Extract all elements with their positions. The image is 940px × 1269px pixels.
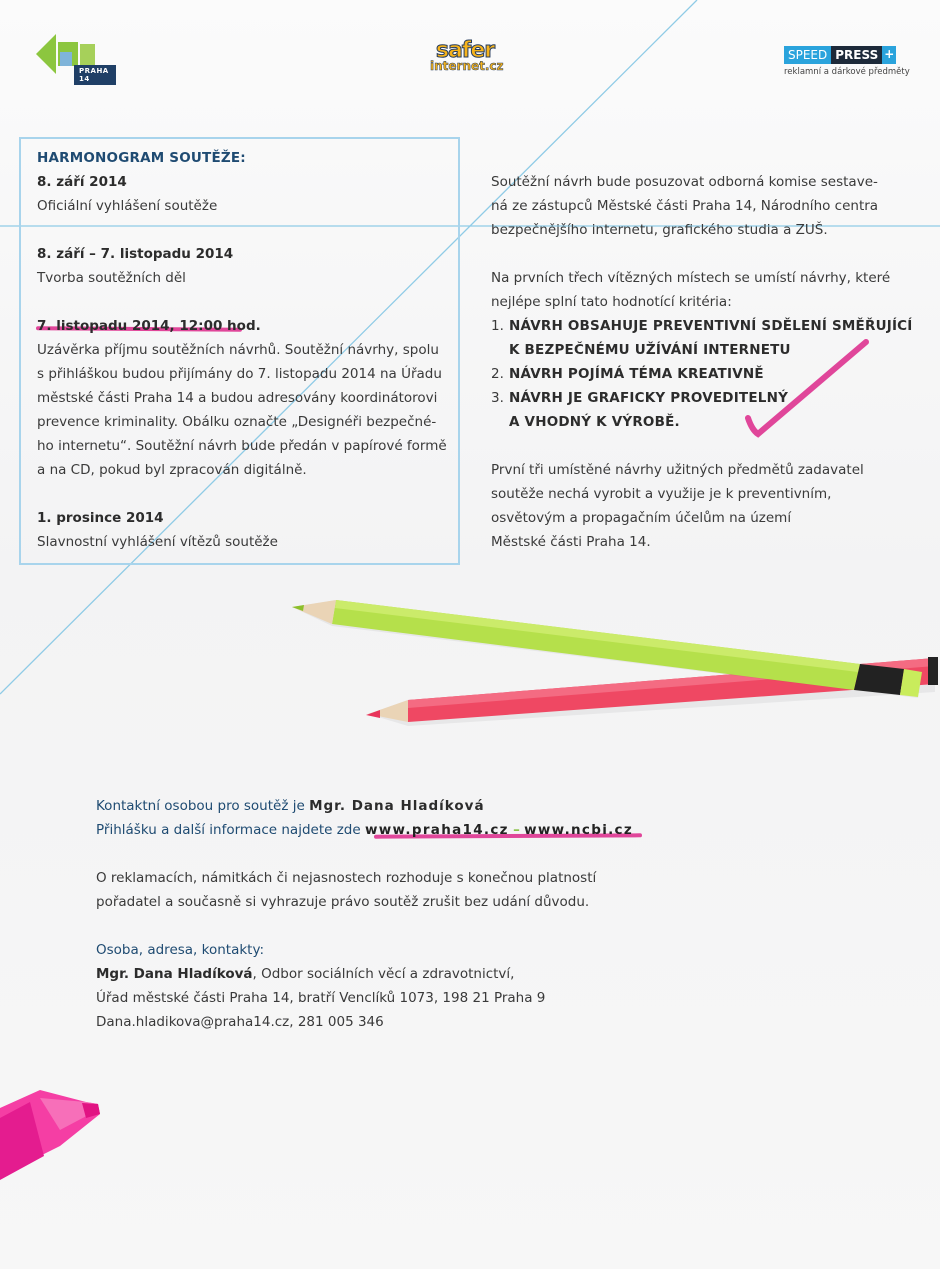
plus-icon: +	[882, 46, 896, 64]
press-text: PRESS	[831, 46, 882, 64]
jury-paragraph-line: Soutěžní návrh bude posuzovat odborná komise sestave-	[491, 174, 878, 190]
usage-paragraph-line: První tři umístěné návrhy užitných předmětů zadavatel	[491, 462, 864, 478]
safer-text: safer	[435, 38, 495, 63]
criterion-number: 3.	[491, 390, 504, 406]
internet-cz-text: internet.cz	[430, 59, 504, 73]
address-line-1	[96, 962, 514, 986]
criterion-2-line: NÁVRH POJÍMÁ TÉMA KREATIVNĚ	[509, 366, 764, 382]
link-separator: –	[513, 822, 520, 838]
schedule-heading: HARMONOGRAM SOUTĚŽE:	[37, 150, 246, 166]
criterion-1-line: K BEZPEČNÉMU UŽÍVÁNÍ INTERNETU	[509, 342, 791, 358]
schedule-text-3-line: s přihláškou budou přijímány do 7. listopadu 2014 na Úřadu	[37, 366, 442, 382]
jury-paragraph-line: ná ze zástupců Městské části Praha 14, Národního centra	[491, 198, 879, 214]
criterion-1-line: NÁVRH OBSAHUJE PREVENTIVNÍ SDĚLENÍ SMĚŘUJÍCÍ	[509, 318, 913, 334]
contact-person-name: Mgr. Dana Hladíková	[309, 798, 485, 814]
schedule-text-3-line: Uzávěrka příjmu soutěžních návrhů. Soutěžní návrhy, spolu	[37, 342, 439, 358]
ncbi-link[interactable]: www.ncbi.cz	[524, 822, 634, 838]
schedule-text-3-line: ho internetu“. Soutěžní návrh bude předán v papírové formě	[37, 438, 447, 454]
criterion-number: 2.	[491, 366, 504, 382]
address-line-2: Úřad městské části Praha 14, bratří Venclíků 1073, 198 21 Praha 9	[96, 990, 546, 1006]
address-heading: Osoba, adresa, kontakty:	[96, 942, 265, 958]
usage-paragraph-line: Městské části Praha 14.	[491, 534, 651, 550]
address-name: Mgr. Dana Hladíková	[96, 966, 253, 982]
speed-text: SPEED	[784, 46, 831, 64]
green-pencil-icon	[292, 600, 922, 698]
disclaimer-line: pořadatel a současně si vyhrazuje právo soutěž zrušit bez udání důvodu.	[96, 894, 590, 910]
schedule-date-2: 8. září – 7. listopadu 2014	[37, 246, 234, 262]
criteria-intro-line: Na prvních třech vítězných místech se umístí návrhy, které	[491, 270, 891, 286]
schedule-date-1: 8. září 2014	[37, 174, 127, 190]
criterion-3-line: A VHODNÝ K VÝROBĚ.	[509, 414, 680, 430]
schedule-text-1: Oficiální vyhlášení soutěže	[37, 198, 218, 214]
schedule-text-4: Slavnostní vyhlášení vítězů soutěže	[37, 534, 278, 550]
info-links-prefix: Přihlášku a další informace najdete zde	[96, 822, 361, 838]
speedpress-logo	[784, 46, 910, 77]
criterion-3-line: NÁVRH JE GRAFICKY PROVEDITELNÝ	[509, 390, 789, 406]
safer-internet-logo	[430, 38, 504, 80]
pink-marker-icon	[0, 1090, 100, 1180]
criterion-number: 1.	[491, 318, 504, 334]
info-links-line	[96, 818, 633, 842]
usage-paragraph-line: soutěže nechá vyrobit a využije je k preventivním,	[491, 486, 832, 502]
praha14-logo	[36, 34, 116, 83]
schedule-text-3-line: a na CD, pokud byl zpracován digitálně.	[37, 462, 307, 478]
schedule-text-2: Tvorba soutěžních děl	[37, 270, 186, 286]
disclaimer-line: O reklamacích, námitkách či nejasnostech rozhoduje s konečnou platností	[96, 870, 597, 886]
praha14-label: PRAHA 14	[74, 65, 116, 85]
jury-paragraph-line: bezpečnějšího internetu, grafického studia a ZUŠ.	[491, 222, 828, 238]
address-department: , Odbor sociálních věcí a zdravotnictví,	[252, 966, 515, 982]
contact-person-line	[96, 794, 485, 818]
usage-paragraph-line: osvětovým a propagačním účelům na území	[491, 510, 792, 526]
criteria-intro-line: nejlépe splní tato hodnotící kritéria:	[491, 294, 732, 310]
schedule-text-3-line: městské části Praha 14 a budou adresovány koordinátorovi	[37, 390, 438, 406]
schedule-date-4: 1. prosince 2014	[37, 510, 164, 526]
speedpress-tagline: reklamní a dárkové předměty	[784, 67, 910, 77]
contact-person-prefix: Kontaktní osobou pro soutěž je	[96, 798, 305, 814]
praha14-link[interactable]: www.praha14.cz	[364, 822, 509, 838]
schedule-text-3-line: prevence kriminality. Obálku označte „Designéři bezpečné-	[37, 414, 437, 430]
email-phone-line[interactable]: Dana.hladikova@praha14.cz, 281 005 346	[96, 1014, 384, 1030]
schedule-date-3: 7. listopadu 2014, 12:00 hod.	[37, 318, 261, 334]
